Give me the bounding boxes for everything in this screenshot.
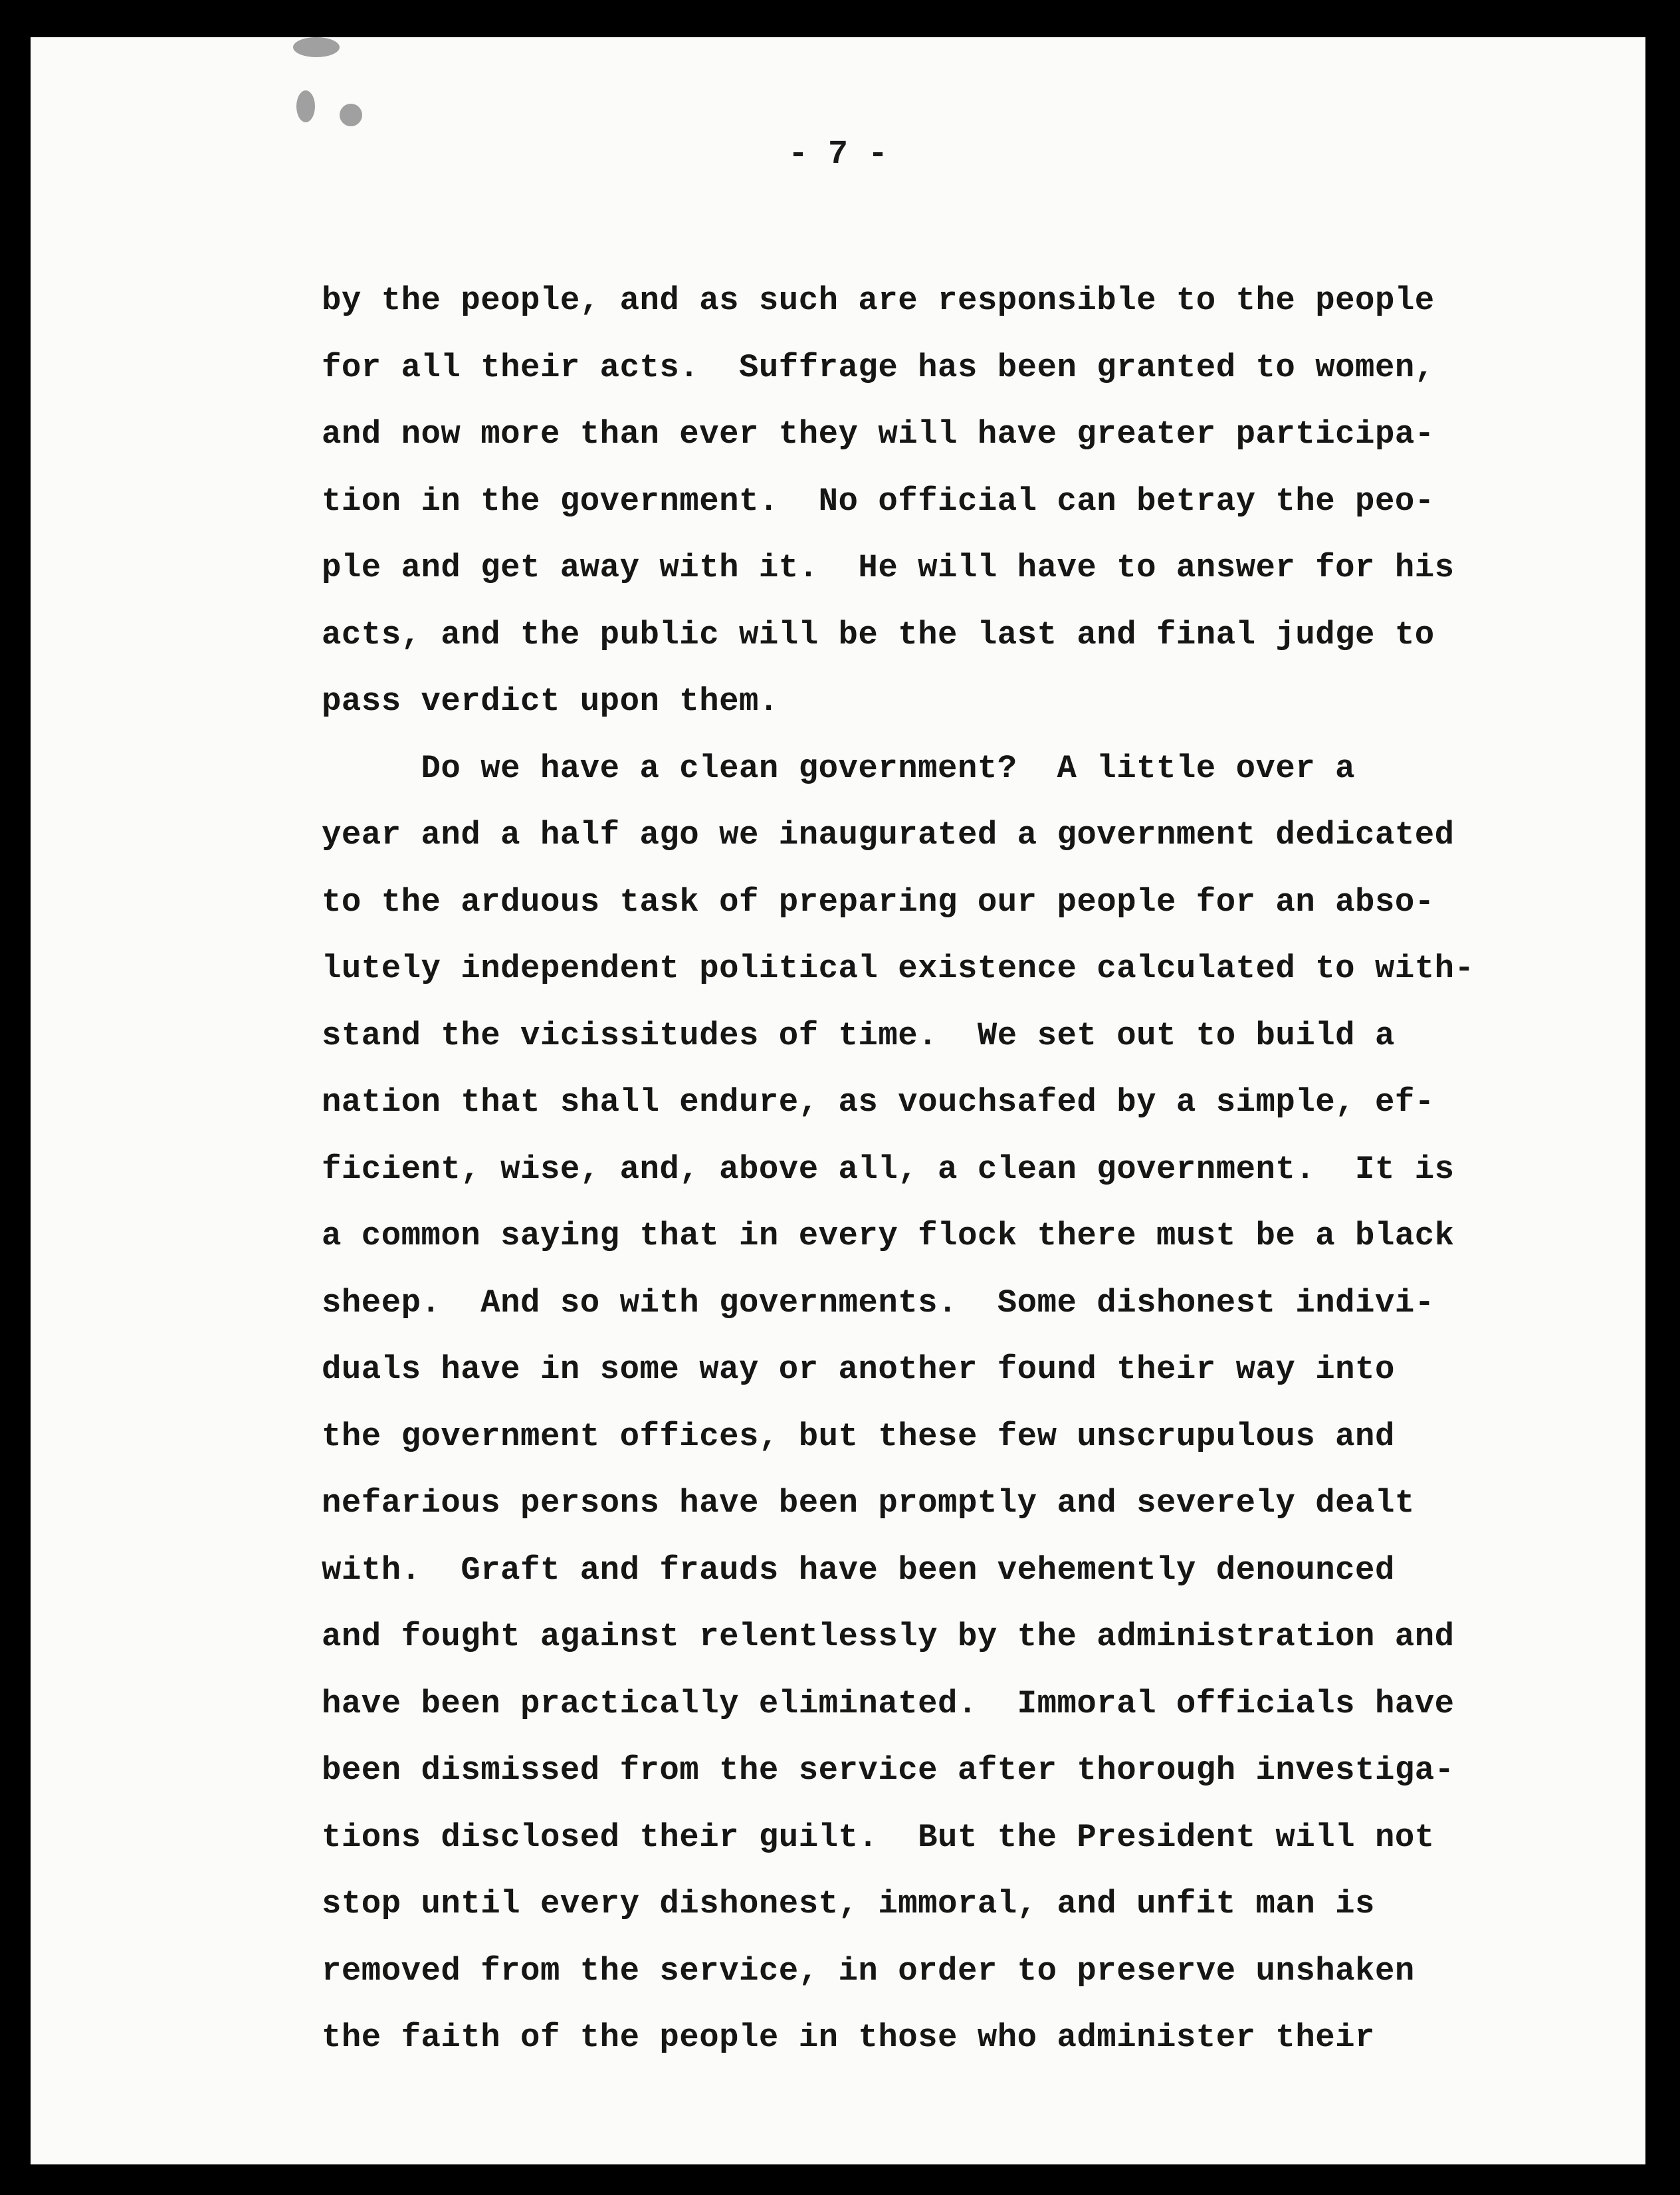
text-line: ficient, wise, and, above all, a clean government. It is <box>322 1150 1455 1188</box>
text-line: with. Graft and frauds have been vehemently denounced <box>322 1551 1395 1589</box>
text-line: duals have in some way or another found their way into <box>322 1351 1395 1388</box>
text-line: removed from the service, in order to preserve unshaken <box>322 1952 1415 1990</box>
ink-smudge <box>296 90 315 122</box>
text-line: sheep. And so with governments. Some dishonest indivi- <box>322 1284 1435 1322</box>
text-line: to the arduous task of preparing our people for an abso- <box>322 883 1435 921</box>
ink-smudge <box>293 37 340 57</box>
typewritten-body <box>322 267 1538 2071</box>
text-line: for all their acts. Suffrage has been granted to women, <box>322 348 1435 386</box>
text-line: lutely independent political existence calculated to with- <box>322 950 1475 987</box>
text-line: stop until every dishonest, immoral, and unfit man is <box>322 1885 1375 1922</box>
text-line: by the people, and as such are responsible to the people <box>322 282 1435 319</box>
document-page <box>31 37 1645 2164</box>
text-line: Do we have a clean government? A little over a <box>322 749 1356 787</box>
text-line: a common saying that in every flock there must be a black <box>322 1217 1455 1254</box>
text-line: and now more than ever they will have greater participa- <box>322 415 1435 453</box>
ink-smudge <box>340 104 362 126</box>
text-line: stand the vicissitudes of time. We set out to build a <box>322 1016 1395 1054</box>
text-line: acts, and the public will be the last and final judge to <box>322 616 1435 653</box>
text-line: ple and get away with it. He will have to answer for his <box>322 549 1455 586</box>
text-line: the faith of the people in those who administer their <box>322 2019 1375 2056</box>
text-line: nefarious persons have been promptly and severely dealt <box>322 1484 1415 1522</box>
text-line: have been practically eliminated. Immoral officials have <box>322 1684 1455 1722</box>
text-line: pass verdict upon them. <box>322 683 779 720</box>
text-line: tion in the government. No official can betray the peo- <box>322 482 1435 520</box>
page-number: - 7 - <box>788 136 889 173</box>
text-line: been dismissed from the service after thorough investiga- <box>322 1752 1455 1789</box>
text-line: the government offices, but these few unscrupulous and <box>322 1417 1395 1455</box>
text-line: nation that shall endure, as vouchsafed by a simple, ef- <box>322 1084 1435 1121</box>
text-line: year and a half ago we inaugurated a government dedicated <box>322 816 1455 854</box>
text-line: tions disclosed their guilt. But the President will not <box>322 1818 1435 1856</box>
text-line: and fought against relentlessly by the administration and <box>322 1618 1455 1655</box>
